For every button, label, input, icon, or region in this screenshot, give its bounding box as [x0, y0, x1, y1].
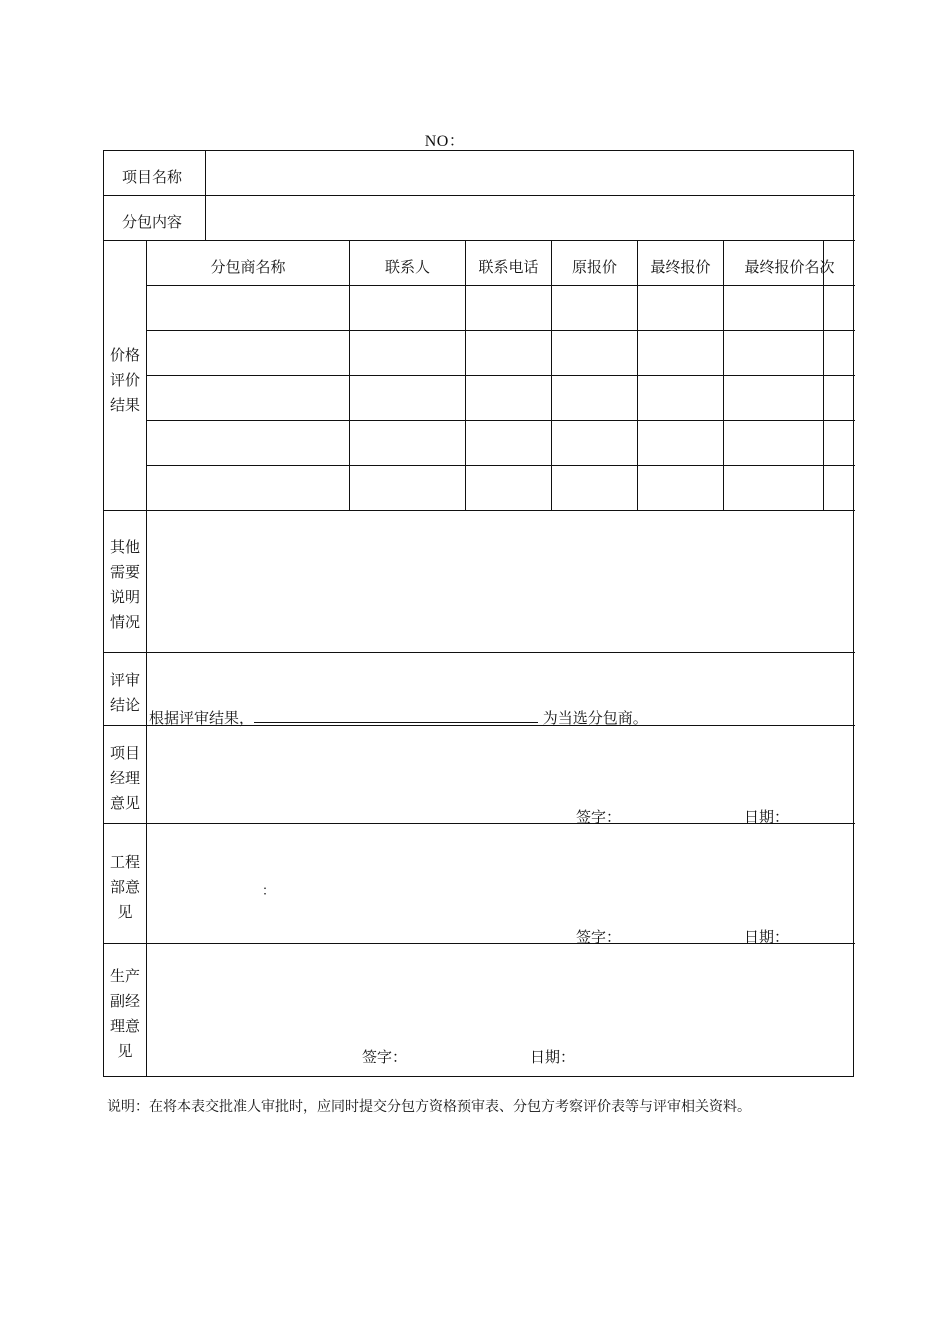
selected-subcontractor-blank[interactable]: [254, 707, 538, 723]
table-row[interactable]: [147, 331, 854, 375]
eng-opinion-mark: ：: [262, 884, 276, 899]
vp-sign-label: 签字：: [362, 1048, 408, 1066]
review-conclusion-label: 评审 结论: [109, 671, 140, 714]
col-original-quote: 原报价: [571, 258, 617, 276]
form-number: [0, 128, 950, 151]
review-conclusion-suffix: 为当选分包商。: [542, 709, 648, 727]
table-row[interactable]: [147, 466, 854, 510]
eng-date-label: 日期：: [744, 928, 790, 946]
pm-sign-label: 签字：: [576, 808, 622, 826]
col-contact-person: 联系人: [384, 258, 430, 276]
table-row[interactable]: [147, 286, 854, 330]
other-notes-label: 其他 需要 说明 情况: [109, 538, 140, 631]
eng-sign-label: 签字：: [576, 928, 622, 946]
project-name-label: 项目名称: [122, 168, 183, 186]
eng-opinion-label: 工程 部意 见: [109, 853, 140, 921]
subcontract-content-field[interactable]: [206, 196, 854, 240]
form-number-label: NO：: [424, 133, 466, 150]
pm-date-label: 日期：: [744, 808, 790, 826]
subcontractor-evaluation-form: [103, 150, 854, 1077]
project-name-field[interactable]: [206, 151, 854, 195]
col-final-quote-rank: 最终报价名次: [744, 258, 835, 276]
review-conclusion-text: [149, 707, 648, 728]
col-final-quote: 最终报价: [650, 258, 711, 276]
col-subcontractor-name: 分包商名称: [210, 258, 286, 276]
review-conclusion-prefix: 根据评审结果，: [149, 709, 255, 727]
vp-opinion-label: 生产 副经 理意 见: [109, 967, 140, 1060]
pm-opinion-label: 项目 经理 意见: [109, 744, 140, 812]
subcontract-content-label: 分包内容: [122, 213, 183, 231]
price-evaluation-label: 价格 评价 结果: [109, 346, 140, 414]
footnote: 说明：在将本表交批准人审批时，应同时提交分包方资格预审表、分包方考察评价表等与评审相关资料。: [107, 1099, 751, 1115]
col-contact-phone: 联系电话: [478, 258, 539, 276]
table-row[interactable]: [147, 421, 854, 465]
form-number-blank[interactable]: [467, 134, 525, 151]
table-row[interactable]: [147, 376, 854, 420]
vp-date-label: 日期：: [530, 1048, 576, 1066]
other-notes-field[interactable]: [147, 511, 854, 652]
